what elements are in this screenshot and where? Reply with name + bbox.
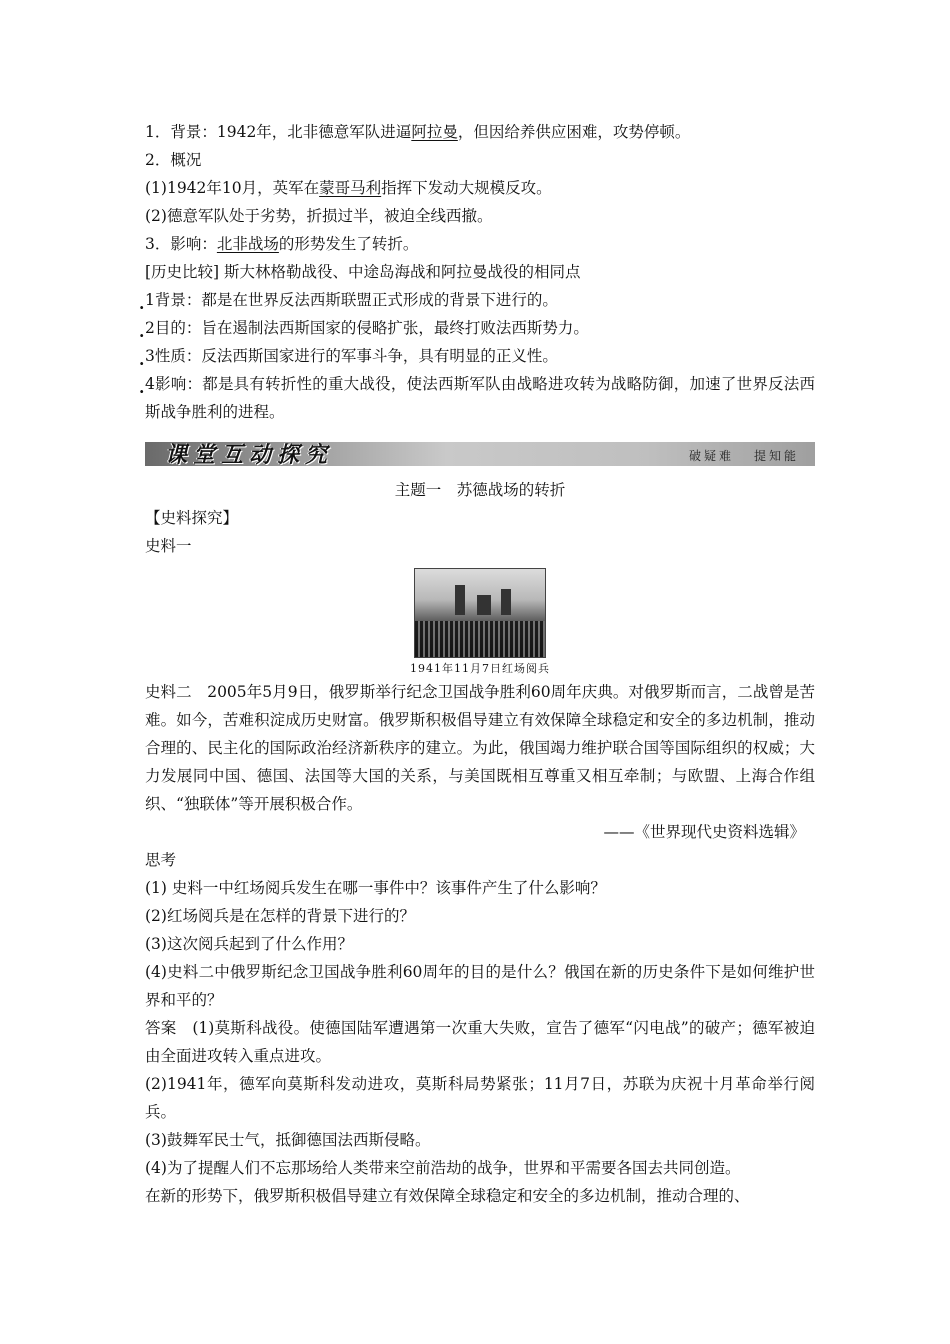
red-square-parade-photo [414,568,546,658]
section-banner [145,438,815,470]
answer-1: 答案 (1)莫斯科战役。使德国陆军遭遇第一次重大失败，宣告了德军“闪电战”的破产；德军被迫由全面进攻转入重点进攻。 [145,1019,815,1065]
overview-item-1 [145,174,815,202]
text: 指挥下发动大规模反攻。 [381,179,552,197]
text: 3．影响： [145,235,217,253]
text: 1．背景：1942年，北非德意军队进逼 [145,123,412,141]
text: ，但因给养供应困难，攻势停顿。 [457,123,691,141]
photo-troops [415,621,545,657]
underlined-term: 蒙哥马利 [319,179,382,197]
question-1: (1) 史料一中红场阅兵发生在哪一事件中？该事件产生了什么影响？ [145,879,606,897]
source-2-paragraph: 史料二 2005年5月9日，俄罗斯举行纪念卫国战争胜利60周年庆典。对俄罗斯而言，二战曾是苦难。如今，苦难积淀成历史财富。俄罗斯积极倡导建立有效保障全球稳定和安全的多边机制，推动合理的、民主化的国际政治经济新秩序的建立。为此，俄国竭力维护联合国等国际组织的权威；大力发展同中国、德国、法国等大国的关系，与美国既相互尊重又相互牵制；与欧盟、上海合作组织、“独联体”等开展积极合作。 [145,683,815,813]
banner-tags [669,447,799,464]
source-1-label: 史料一 [145,537,192,555]
topic-heading: 主题一 苏德战场的转折 [394,481,566,499]
comparison-item-2: . 2目的：旨在遏制法西斯国家的侵略扩张，最终打败法西斯势力。 [145,314,815,342]
questions-label: 思考 [145,851,177,869]
comparison-item-4: . 4影响：都是具有转折性的重大战役，使法西斯军队由战略进攻转为战略防御，加速了世界反法西斯战争胜利的进程。 [145,370,815,426]
answer-5: 在新的形势下，俄罗斯积极倡导建立有效保障全球稳定和安全的多边机制，推动合理的、 [145,1187,750,1205]
photo-tower [477,595,491,615]
explore-label: 【史料探究】 [145,509,239,527]
photo-caption: 1941年11月7日红场阅兵 [410,662,550,675]
photo-tower [455,585,465,615]
banner-tag-1: 破疑难 [688,449,734,463]
photo-tower [501,589,511,615]
underlined-term: 北非战场 [216,235,279,253]
banner-title: 课堂互动探究 [165,442,334,468]
question-3: (3)这次阅兵起到了什么作用？ [145,935,353,953]
source-citation: ——《世界现代史资料选辑》 [603,823,805,841]
question-4: (4)史料二中俄罗斯纪念卫国战争胜利60周年的目的是什么？俄国在新的历史条件下是如何维护世界和平的？ [145,963,815,1009]
text: (1)1942年10月，英军在 [145,179,320,197]
document-page [145,118,815,1210]
impact-line [145,230,815,258]
overview-item-2: (2)德意军队处于劣势，折损过半，被迫全线西撤。 [145,207,493,225]
text: 的形势发生了转折。 [278,235,419,253]
background-line [145,118,815,146]
answer-3: (3)鼓舞军民士气，抵御德国法西斯侵略。 [145,1131,431,1149]
question-2: (2)红场阅兵是在怎样的背景下进行的？ [145,907,415,925]
overview-heading: 2．概况 [145,151,202,169]
answer-2: (2)1941年，德军向莫斯科发动进攻，莫斯科局势紧张；11月7日，苏联为庆祝十月革命举行阅兵。 [145,1075,815,1121]
comparison-item-3: . 3性质：反法西斯国家进行的军事斗争，具有明显的正义性。 [145,342,815,370]
answer-4: (4)为了提醒人们不忘那场给人类带来空前浩劫的战争，世界和平需要各国去共同创造。 [145,1159,741,1177]
banner-tag-2: 提知能 [753,449,799,463]
underlined-term: 阿拉曼 [411,123,458,141]
history-comparison-heading: [历史比较] 斯大林格勒战役、中途岛海战和阿拉曼战役的相同点 [145,263,581,281]
comparison-item-1: . 1背景：都是在世界反法西斯联盟正式形成的背景下进行的。 [145,286,815,314]
